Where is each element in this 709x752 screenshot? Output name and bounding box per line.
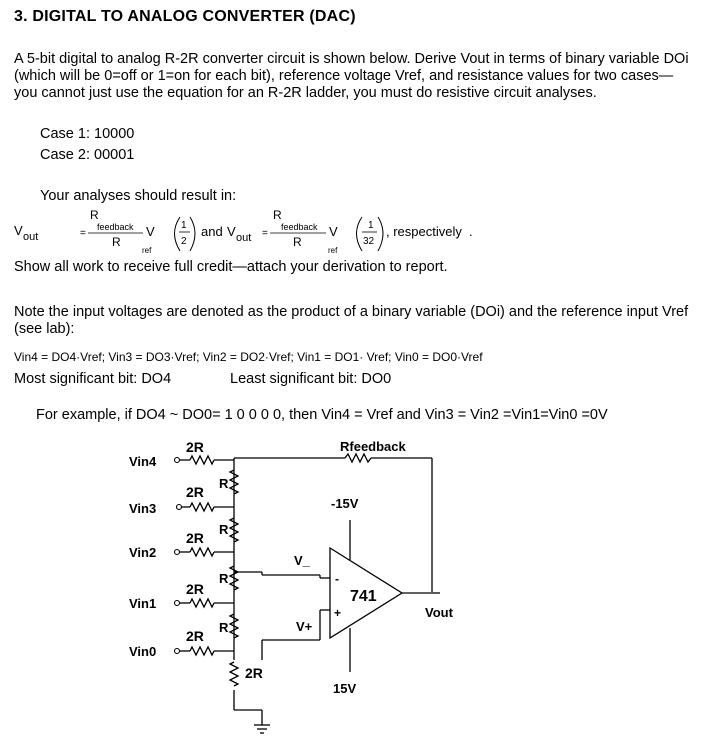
r-label-4: R	[219, 620, 229, 635]
eq-out-1: out	[23, 231, 39, 243]
eq-r-num-2: R	[273, 208, 282, 222]
eq-feedback-1: feedback	[97, 222, 134, 232]
input-definitions: Vin4 = DO4·Vref; Vin3 = DO3·Vref; Vin2 = DO2·Vref; Vin1 = DO1· Vref; Vin0 = DO0·Vref	[14, 350, 483, 364]
r2r-label-2: 2R	[186, 530, 204, 546]
vin3-label: Vin3	[129, 501, 157, 516]
example-line: For example, if DO4 ~ DO0= 1 0 0 0 0, then Vin4 = Vref and Vin3 = Vin2 =Vin1=Vin0 =0V	[36, 407, 608, 423]
eq-v-ref-1: V	[146, 224, 155, 239]
minus-sign: -	[335, 572, 339, 586]
eq-v-1: V	[14, 223, 23, 238]
minus-input-label: V_	[294, 553, 310, 568]
vin2-label: Vin2	[129, 545, 157, 560]
eq-and: and	[201, 224, 223, 239]
eq-one-1: 1	[181, 220, 187, 231]
plus-input-label: V+	[296, 619, 313, 634]
eq-ref-1: ref	[142, 246, 152, 255]
r2r-label-0: 2R	[186, 628, 204, 644]
vin0-label: Vin0	[129, 644, 157, 659]
eq-one-2: 1	[368, 220, 374, 231]
ground-symbol	[254, 725, 270, 733]
eq-v-ref-2: V	[329, 224, 338, 239]
eq-v-2: V	[227, 224, 236, 239]
result-intro: Your analyses should result in:	[40, 188, 237, 204]
eq-r-den-1: R	[112, 235, 121, 249]
r-label-3: R	[219, 571, 229, 586]
show-work-note: Show all work to receive full credit—attach your derivation to report.	[14, 259, 448, 275]
rfeedback-label: Rfeedback	[340, 439, 406, 454]
eq-dot: .	[469, 224, 473, 239]
case-2: Case 2: 00001	[40, 147, 135, 163]
eq-r-num-1: R	[90, 208, 99, 222]
vin1-label: Vin1	[129, 596, 157, 611]
r-label-2: R	[219, 522, 229, 537]
r2r-label-3: 2R	[186, 484, 204, 500]
eq-two: 2	[181, 236, 187, 247]
r-label-1: R	[219, 476, 229, 491]
note-paragraph: Note the input voltages are denoted as the product of a binary variable (DOi) and the reference input Vref (see lab):	[14, 304, 689, 337]
vin4-label: Vin4	[129, 454, 157, 469]
vout-label: Vout	[425, 605, 453, 620]
case-1: Case 1: 10000	[40, 126, 135, 142]
eq-feedback-2: feedback	[281, 222, 318, 232]
pos-supply-label: 15V	[333, 681, 357, 696]
neg-supply-label: -15V	[331, 496, 359, 511]
msb-label: Most significant bit: DO4	[14, 371, 172, 387]
eq-equals-2: =	[262, 228, 268, 239]
eq-equals-1: =	[80, 228, 86, 239]
lsb-label: Least significant bit: DO0	[230, 371, 392, 387]
eq-ref-2: ref	[328, 246, 338, 255]
eq-respectively: , respectively	[386, 224, 462, 239]
intro-paragraph: A 5-bit digital to analog R-2R converter circuit is shown below. Derive Vout in terms of binary variable DOi (which will be 0=off or 1=on for each bit), reference voltage Vref, and resistance values for two cases—you cannot just use the equation for an R-2R ladder, you must do resistive circuit analyses.	[14, 51, 689, 101]
opamp-label: 741	[350, 588, 377, 605]
bottom-2r-label: 2R	[245, 665, 263, 681]
plus-sign: +	[334, 606, 342, 620]
r2r-label-4: 2R	[186, 439, 204, 455]
section-heading: 3. DIGITAL TO ANALOG CONVERTER (DAC)	[14, 8, 356, 25]
r2r-label-1: 2R	[186, 581, 204, 597]
eq-thirtytwo: 32	[363, 236, 375, 247]
eq-out-2: out	[236, 232, 252, 244]
eq-r-den-2: R	[293, 235, 302, 249]
